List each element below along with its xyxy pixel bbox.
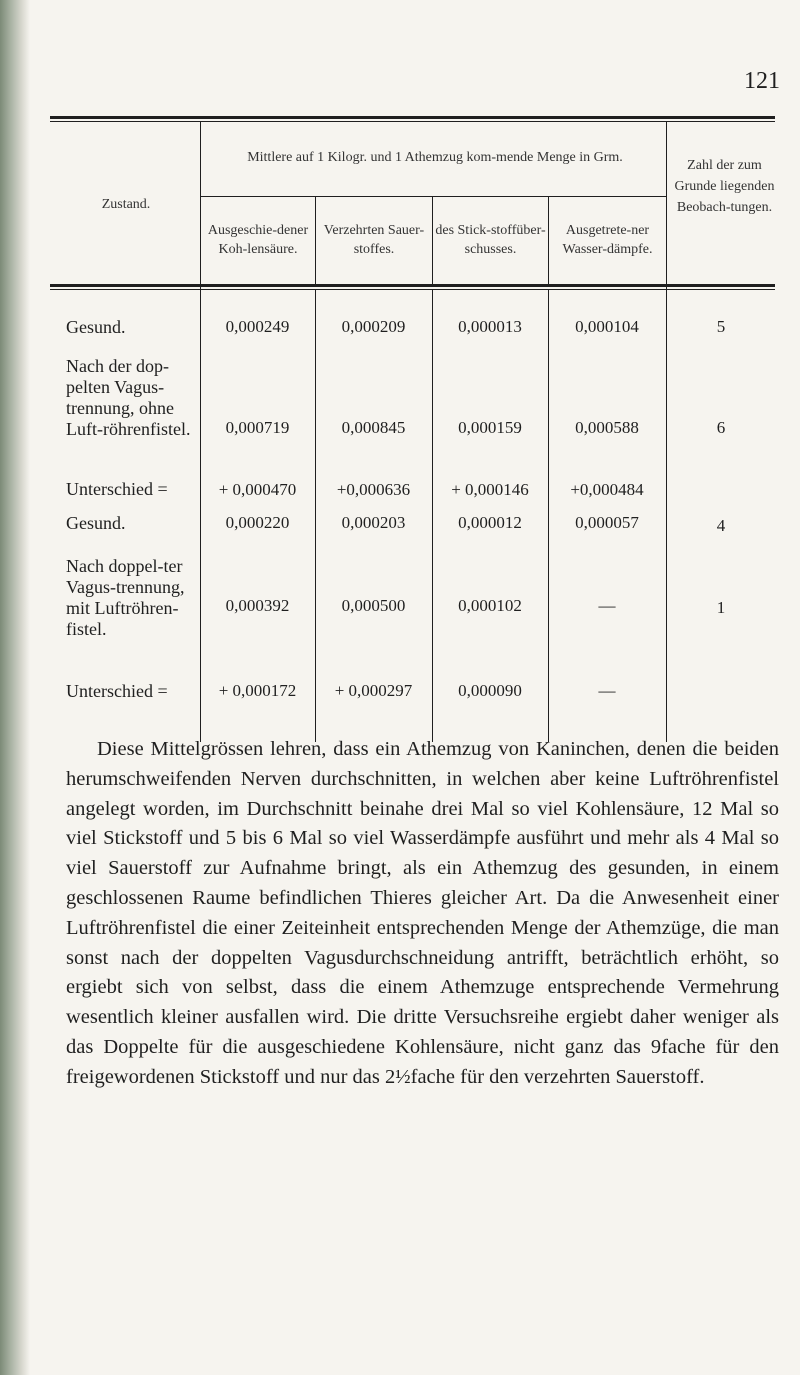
table-cell: 0,000220: [225, 513, 290, 532]
row-label: Unterschied =: [66, 681, 168, 701]
table-cell: —: [598, 681, 616, 700]
header-stickstoff: des Stick-stoffüber-schusses.: [435, 223, 546, 257]
paragraph: Diese Mittelgrössen lehren, dass ein Athemzug von Kaninchen, denen die beiden herumschweifenden Nerven durchschnitten, in welchen aber keine Luftröhrenfistel angelegt worden, im Durchschnitt beinahe drei Mal so viel Kohlensäure, 12 Mal so viel Stickstoff und 5 bis 6 Mal so viel Wasserdämpfe ausführt und mehr als 4 Mal so viel Sauerstoff zur Aufnahme bringt, als ein Athemzug des gesunden, in einem geschlossenen Raume befindlichen Thieres gleicher Art. Da die Anwesenheit einer Luftröhrenfistel die einer Zeiteinheit entsprechenden Menge der Athemzüge, die man sonst nach der doppelten Vagusdurchschneidung antrifft, beträchtlich erhöht, so ergiebt sich von selbst, dass die einem Athemzuge entsprechende Vermehrung wesentlich kleiner ausfallen wird. Die dritte Versuchsreihe ergiebt daher weniger als das Doppelte für die ausgeschiedene Kohlensäure, nicht ganz das 9fache für den freigewordenen Stickstoff und nur das 2½fache für den verzehrten Sauerstoff.: [66, 738, 779, 1088]
table-cell: 0,000012: [458, 513, 522, 532]
table-top-rule: [50, 116, 775, 119]
header-mittlere: Mittlere auf 1 Kilogr. und 1 Athemzug kom-mende Menge in Grm.: [247, 150, 623, 165]
table-cell: —: [598, 596, 616, 615]
header-sauerstoff: Verzehrten Sauer-stoffes.: [323, 223, 425, 257]
table-cell: 0,000588: [575, 418, 639, 437]
table-cell: +0,000484: [570, 480, 644, 499]
header-kohlensaeure: Ausgeschie-dener Koh-lensäure.: [207, 223, 309, 257]
header-zustand: Zustand.: [101, 197, 151, 212]
table-cell: 0,000719: [225, 418, 290, 437]
table-cell: +0,000636: [336, 480, 411, 499]
table-cell: 6: [716, 418, 726, 437]
row-label: Gesund.: [66, 317, 126, 337]
table-cell: + 0,000172: [218, 681, 297, 700]
table-cell: 5: [716, 317, 726, 336]
table-cell: 0,000249: [225, 317, 290, 336]
table-cell: + 0,000297: [334, 681, 413, 700]
table-cell: 0,000013: [458, 317, 522, 336]
column-divider: [315, 197, 316, 284]
table-cell: 0,000104: [575, 317, 639, 336]
table-cell: 4: [716, 516, 726, 535]
body-text: [66, 735, 779, 1093]
table-cell: 0,000845: [341, 418, 406, 437]
table-cell: 0,000203: [341, 513, 406, 532]
row-label: Nach der dop-pelten Vagus-trennung, ohne Luft-röhrenfistel.: [66, 356, 191, 439]
table-cell: 0,000057: [575, 513, 639, 532]
row-label: Nach doppel-ter Vagus-trennung, mit Luftröhren-fistel.: [66, 556, 185, 639]
column-divider: [548, 197, 549, 284]
header-wasserdaempfe: Ausgetrete-ner Wasser-dämpfe.: [562, 223, 653, 257]
table-cell: + 0,000470: [218, 480, 297, 499]
table-cell: 0,000209: [341, 317, 406, 336]
column-divider: [432, 197, 433, 284]
table-cell: + 0,000146: [451, 480, 529, 499]
table-cell: 0,000159: [458, 418, 522, 437]
header-zahl: Zahl der zum Grunde liegenden Beobach-tungen.: [674, 158, 775, 215]
page-number: 121: [744, 68, 780, 94]
table-cell: 1: [716, 598, 726, 617]
row-label: Unterschied =: [66, 479, 168, 499]
book-binding-edge: [0, 0, 30, 1375]
table-cell: 0,000090: [458, 681, 522, 700]
row-label: Gesund.: [66, 513, 126, 533]
table-cell: 0,000392: [225, 596, 290, 615]
subheader-rule: [200, 196, 666, 197]
table-cell: 0,000500: [341, 596, 406, 615]
table-cell: 0,000102: [458, 596, 522, 615]
